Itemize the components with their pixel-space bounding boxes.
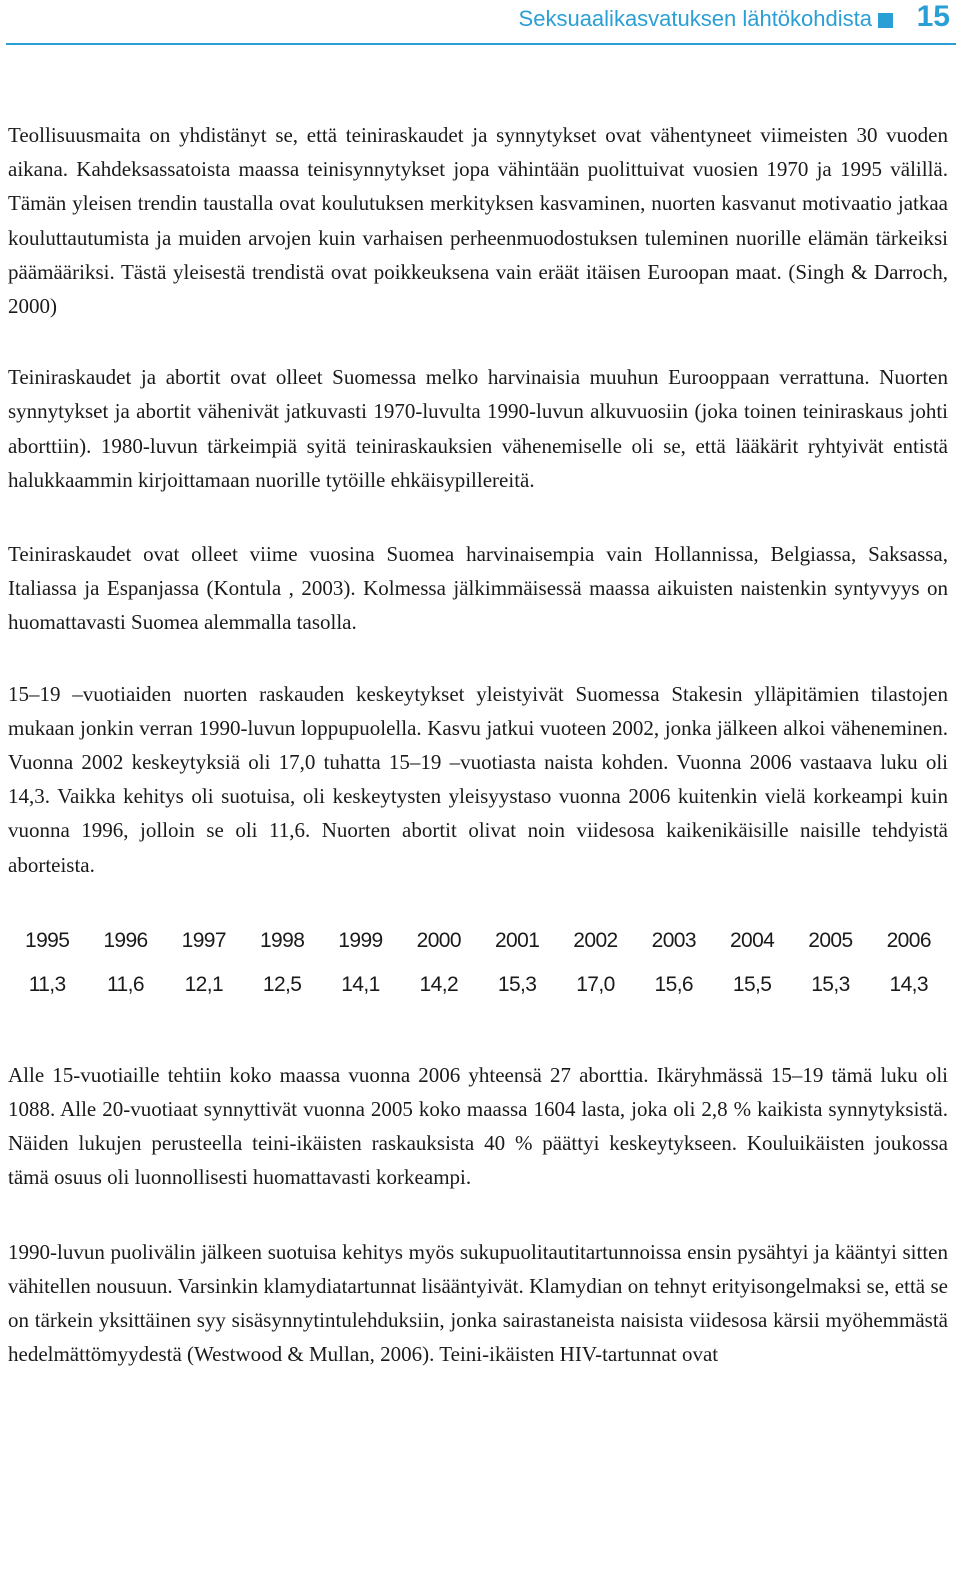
table-cell-year: 1999: [338, 928, 383, 952]
running-header: [0, 0, 960, 44]
page-number: 15: [916, 0, 950, 33]
table-cell-value: 12,1: [184, 972, 224, 996]
header-rule: [6, 43, 956, 45]
table-cell-value: 14,3: [889, 972, 928, 996]
table-cell-year: 2005: [808, 928, 853, 952]
table-cell-value: 17,0: [576, 972, 615, 996]
abortion-rate-table: [8, 919, 948, 1007]
table-row-years: [8, 919, 948, 963]
table-cell-value: 12,5: [262, 972, 302, 996]
table-cell-year: 2000: [416, 928, 461, 952]
table-cell-value: 11,3: [28, 972, 66, 996]
paragraph-5: Alle 15-vuotiaille tehtiin koko maassa vuonna 2006 yhteensä 27 aborttia. Ikäryhmässä 15–19 tämä luku oli 1088. Alle 20-vuotiaat synnyttivät vuonna 2005 koko maassa 1604 lasta, joka oli 2,8 % kaikista synnytyksistä. Näiden lukujen perusteella teini-ikäisten raskauksista 40 % päättyi keskeytykseen. Kouluikäisten joukossa tämä osuus oli luonnollisesti huomattavasti korkeampi.: [8, 1062, 948, 1190]
table-cell-year: 2002: [573, 928, 618, 952]
table-cell-year: 1997: [181, 928, 226, 952]
table-row-values: [8, 963, 948, 1007]
paragraph-4: 15–19 –vuotiaiden nuorten raskauden keskeytykset yleistyivät Suomessa Stakesin ylläpitämien tilastojen mukaan jonkin verran 1990-luvun loppupuolella. Kasvu jatkui vuoteen 2002, jonka jälkeen alkoi väheneminen. Vuonna 2002 keskeytyksiä oli 17,0 tuhatta 15–19 –vuotiasta naista kohden. Vuonna 2006 vastaava luku oli 14,3. Vaikka kehitys oli suotuisa, oli keskeytysten yleisyystaso vuonna 2006 kuitenkin vielä korkeampi kuin vuonna 1996, jolloin se oli 11,6. Nuorten abortit olivat noin viidesosa kaikenikäisille naisille tehdyistä aborteista.: [8, 681, 948, 877]
table-cell-year: 2004: [729, 928, 775, 952]
table-cell-year: 2006: [886, 928, 931, 952]
paragraph-2: Teiniraskaudet ja abortit ovat olleet Suomessa melko harvinaisia muuhun Eurooppaan verrattuna. Nuorten synnytykset ja abortit vähenivät jatkuvasti 1970-luvulta 1990-luvun alkuvuosiin (joka toinen teiniraskaus johti aborttiin). 1980-luvun tärkeimpiä syitä teiniraskauksien vähenemiselle oli se, että lääkärit ryhtyivät entistä halukkaammin kirjoittamaan nuorille tytöille ehkäisypillereitä.: [8, 365, 948, 492]
table-cell-value: 15,3: [811, 972, 850, 996]
table-cell-value: 15,3: [497, 972, 537, 996]
table-cell-value: 15,5: [732, 972, 772, 996]
table-cell-value: 11,6: [107, 972, 144, 996]
table-cell-year: 1998: [259, 928, 305, 952]
table-cell-year: 2003: [651, 928, 696, 952]
table-cell-value: 14,2: [419, 972, 459, 996]
body-text: [8, 118, 948, 1408]
table-cell-value: 15,6: [654, 972, 694, 996]
table-cell-value: 14,1: [341, 972, 380, 996]
header-square-bullet-icon: [878, 13, 893, 28]
running-header-title: Seksuaalikasvatuksen lähtökohdista: [518, 6, 872, 31]
table-cell-year: 1996: [103, 928, 148, 952]
paragraph-1: Teollisuusmaita on yhdistänyt se, että teiniraskaudet ja synnytykset ovat vähentyneet viimeisten 30 vuoden aikana. Kahdeksassatoista maassa teinisynnytykset jopa vähintään puolittuivat vuosien 1970 ja 1995 välillä. Tämän yleisen trendin taustalla ovat koulutuksen merkityksen kasvaminen, nuorten kasvanut motivaatio jatkaa kouluttautumista ja muiden arvojen kuin varhaisen perheenmuodostuksen tuleminen nuorille elämän tärkeiksi päämääriksi. Tästä yleisestä trendistä ovat poikkeuksena vain eräät itäisen Euroopan maat. (Singh & Darroch, 2000): [8, 123, 948, 319]
paragraph-3: Teiniraskaudet ovat olleet viime vuosina Suomea harvinaisempia vain Hollannissa, Belgiassa, Saksassa, Italiassa ja Espanjassa (Kontula , 2003). Kolmessa jälkimmäisessä maassa aikuisten naistenkin syntyvyys on huomattavasti Suomea alemmalla tasolla.: [8, 542, 948, 635]
table-cell-year: 2001: [494, 928, 540, 952]
paragraph-6: 1990-luvun puolivälin jälkeen suotuisa kehitys myös sukupuolitautitartunnoissa ensin pysähtyi ja kääntyi sitten vähitellen nousuun. Varsinkin klamydiatartunnat lisääntyivät. Klamydian on tehnyt erityisongelmaksi se, että se on tärkein yksittäinen syy sisäsynnytintulehduksiin, jonka sairastaneista naisista viidesosa kärsii myöhemmästä hedelmättömyydestä (Westwood & Mullan, 2006). Teini-ikäisten HIV-tartunnat ovat: [8, 1239, 948, 1367]
table-cell-year: 1995: [24, 928, 70, 952]
